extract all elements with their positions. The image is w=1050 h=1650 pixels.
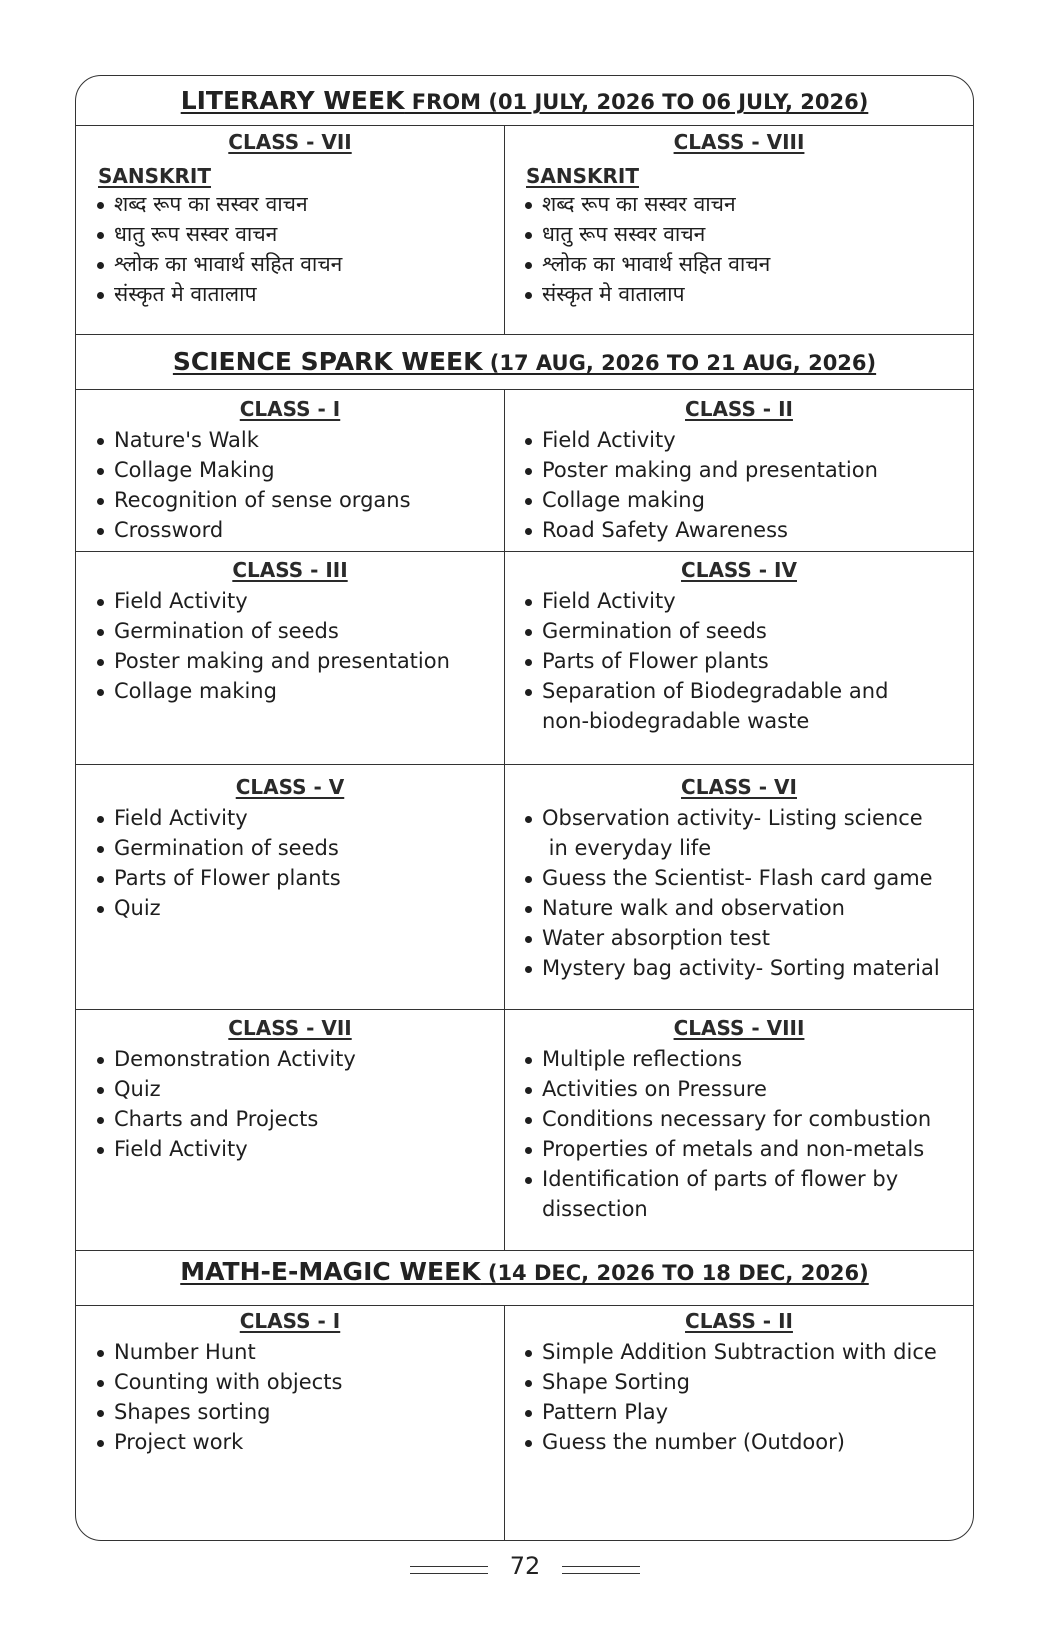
list-item: संस्कृत मे वातालाप	[96, 279, 504, 309]
item-line: Identification of parts of flower by	[542, 1167, 899, 1191]
subject-heading: SANSKRIT	[526, 164, 640, 188]
list-item: Field Activity	[96, 1134, 504, 1164]
footer-rule-left	[410, 1566, 488, 1574]
list-item: Field Activity	[96, 586, 504, 616]
class-heading: CLASS - VIII	[673, 1016, 805, 1040]
list-item: Germination of seeds	[524, 616, 974, 646]
math-week-title-main: MATH-E-MAGIC WEEK	[180, 1257, 481, 1286]
column-divider	[504, 1306, 505, 1541]
literary-class-viii-cell	[504, 126, 974, 334]
literary-class-vii-cell	[76, 126, 504, 334]
list-item: धातु रूप सस्वर वाचन	[96, 219, 504, 249]
list-item: संस्कृत मे वातालाप	[524, 279, 974, 309]
list-item: Pattern Play	[524, 1397, 974, 1427]
class-heading: CLASS - II	[685, 397, 793, 421]
list-item: Project work	[96, 1427, 504, 1457]
list-item: Guess the number (Outdoor)	[524, 1427, 974, 1457]
science-class-i-cell	[76, 390, 504, 551]
list-item: Germination of seeds	[96, 616, 504, 646]
list-item	[524, 1164, 974, 1224]
list-item: Nature walk and observation	[524, 893, 974, 923]
list-item: Conditions necessary for combustion	[524, 1104, 974, 1134]
literary-week-title	[76, 86, 973, 115]
item-continuation: dissection	[542, 1197, 648, 1221]
list-item: Recognition of sense organs	[96, 485, 504, 515]
literary-week-title-dates: FROM (01 JULY, 2026 TO 06 JULY, 2026)	[404, 90, 869, 114]
class-heading: CLASS - V	[235, 775, 345, 799]
math-week-title	[76, 1257, 973, 1286]
science-class-iv-cell	[504, 552, 974, 764]
class-heading: CLASS - VI	[681, 775, 797, 799]
page-number: 72	[509, 1552, 541, 1580]
column-divider	[504, 390, 505, 1250]
list-item: Crossword	[96, 515, 504, 545]
list-item	[524, 803, 974, 863]
class-heading: CLASS - III	[232, 558, 348, 582]
list-item: शब्द रूप का सस्वर वाचन	[524, 189, 974, 219]
list-item	[524, 676, 974, 736]
list-item: श्लोक का भावार्थ सहित वाचन	[524, 249, 974, 279]
list-item: Counting with objects	[96, 1367, 504, 1397]
list-item: Simple Addition Subtraction with dice	[524, 1337, 974, 1367]
list-item: Mystery bag activity- Sorting material	[524, 953, 974, 983]
subject-heading: SANSKRIT	[98, 164, 212, 188]
list-item: Field Activity	[524, 425, 974, 455]
divider	[76, 1250, 973, 1251]
list-item: Poster making and presentation	[96, 646, 504, 676]
list-item: Poster making and presentation	[524, 455, 974, 485]
list-item: शब्द रूप का सस्वर वाचन	[96, 189, 504, 219]
math-week-title-dates: (14 DEC, 2026 TO 18 DEC, 2026)	[480, 1261, 869, 1285]
science-class-viii-cell	[504, 1010, 974, 1250]
science-class-v-cell	[76, 765, 504, 1009]
list-item: Charts and Projects	[96, 1104, 504, 1134]
class-heading: CLASS - II	[685, 1309, 793, 1333]
list-item: Water absorption test	[524, 923, 974, 953]
page-footer	[0, 1548, 1050, 1588]
schedule-frame	[75, 75, 974, 1541]
list-item: Collage making	[96, 676, 504, 706]
list-item: Shape Sorting	[524, 1367, 974, 1397]
list-item: Properties of metals and non-metals	[524, 1134, 974, 1164]
list-item: Activities on Pressure	[524, 1074, 974, 1104]
list-item: Road Safety Awareness	[524, 515, 974, 545]
list-item: Shapes sorting	[96, 1397, 504, 1427]
list-item: Quiz	[96, 1074, 504, 1104]
list-item: Collage making	[524, 485, 974, 515]
list-item: Multiple reflections	[524, 1044, 974, 1074]
class-heading: CLASS - VIII	[673, 130, 805, 154]
list-item: Collage Making	[96, 455, 504, 485]
class-heading: CLASS - VII	[228, 1016, 352, 1040]
list-item: Parts of Flower plants	[96, 863, 504, 893]
list-item: Nature's Walk	[96, 425, 504, 455]
class-heading: CLASS - VII	[228, 130, 352, 154]
list-item: श्लोक का भावार्थ सहित वाचन	[96, 249, 504, 279]
science-class-vii-cell	[76, 1010, 504, 1250]
science-week-title	[76, 347, 973, 376]
list-item: धातु रूप सस्वर वाचन	[524, 219, 974, 249]
list-item: Number Hunt	[96, 1337, 504, 1367]
science-class-ii-cell	[504, 390, 974, 551]
class-heading: CLASS - IV	[681, 558, 797, 582]
science-class-iii-cell	[76, 552, 504, 764]
list-item: Guess the Scientist- Flash card game	[524, 863, 974, 893]
math-class-ii-cell	[504, 1306, 974, 1541]
class-heading: CLASS - I	[239, 397, 341, 421]
item-line: Separation of Biodegradable and	[542, 679, 889, 703]
science-week-title-main: SCIENCE SPARK WEEK	[172, 347, 483, 376]
item-line: Observation activity- Listing science	[542, 806, 923, 830]
list-item: Germination of seeds	[96, 833, 504, 863]
footer-rule-right	[562, 1566, 640, 1574]
list-item: Field Activity	[524, 586, 974, 616]
list-item: Quiz	[96, 893, 504, 923]
column-divider	[504, 126, 505, 334]
science-class-vi-cell	[504, 765, 974, 1009]
divider	[76, 334, 973, 335]
list-item: Parts of Flower plants	[524, 646, 974, 676]
item-continuation: non-biodegradable waste	[542, 709, 810, 733]
math-class-i-cell	[76, 1306, 504, 1541]
item-continuation: in everyday life	[542, 836, 712, 860]
list-item: Field Activity	[96, 803, 504, 833]
list-item: Demonstration Activity	[96, 1044, 504, 1074]
class-heading: CLASS - I	[239, 1309, 341, 1333]
literary-week-title-main: LITERARY WEEK	[180, 86, 405, 115]
science-week-title-dates: (17 AUG, 2026 TO 21 AUG, 2026)	[482, 351, 877, 375]
